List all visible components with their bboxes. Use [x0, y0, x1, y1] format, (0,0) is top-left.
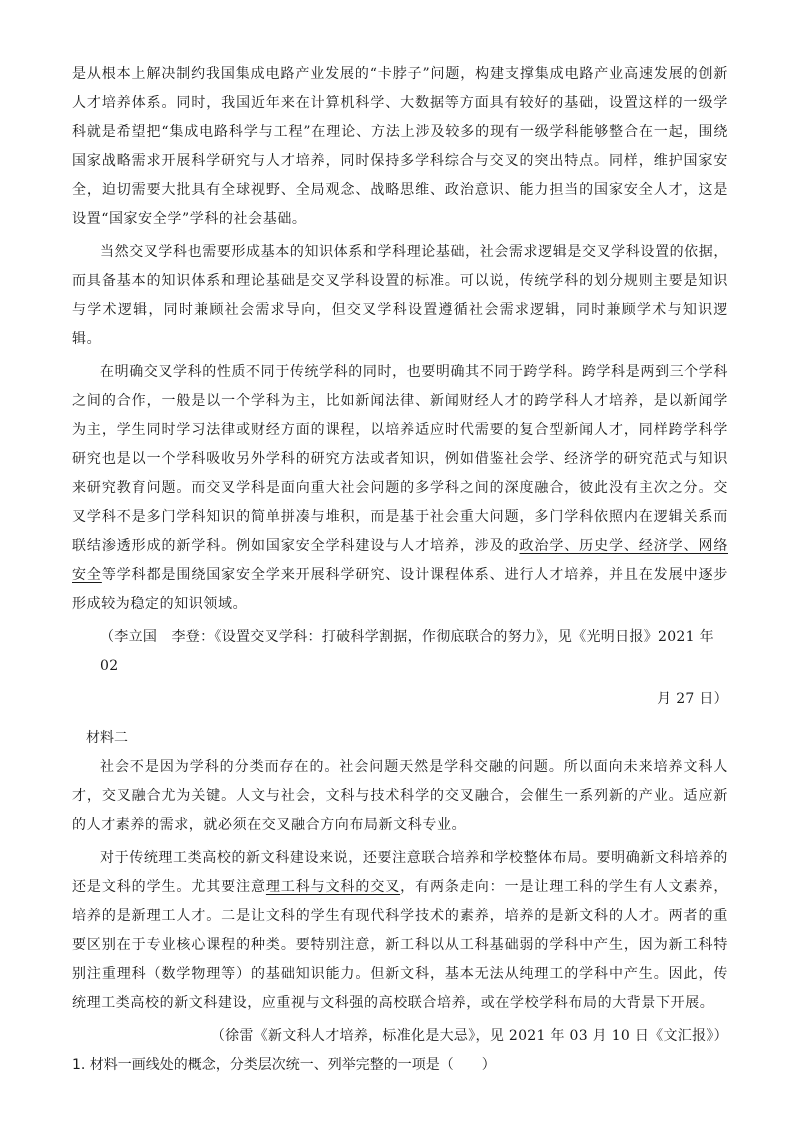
paragraph-text: 在明确交叉学科的性质不同于传统学科的同时，也要明确其不同于跨学科。跨学科是两到三个学科之间的合作，一般是以一个学科为主，比如新闻法律、新闻财经人才的跨学科人才培养，是以新闻学为主，学生同时学习法律或财经方面的课程，以培养适应时代需要的复合型新闻人才，同样跨学科学研究也是以一个学科吸收另外学科的研究方法或者知识，例如借鉴社会学、经济学的研究范式与知识来研究教育问题。而交叉学科是面向重大社会问题的多学科之间的深度融合，彼此没有主次之分。交叉学科不是多门学科知识的简单拼凑与堆积，而是基于社会重大问题，多门学科依照内在逻辑关系而联结渗透形成的新学科。例如国家安全学科建设与人才培养，涉及的 [72, 364, 728, 554]
paragraph-text: 等学科都是围绕国家安全学来开展科学研究、设计课程体系、进行人才培养，并且在发展中逐步形成较为稳定的知识领域。 [72, 567, 729, 612]
material-heading: 材料二 [86, 730, 128, 746]
question-1: 1. 材料一画线处的概念，分类层次统一、列举完整的一项是（ ） [72, 1057, 496, 1073]
citation-source-2: （徐雷《新文科人才培养，标准化是大忌》，见 2021 年 03 月 10 日《文汇报》） [210, 1028, 728, 1044]
paragraph-text: ，有两条走向：一是让理工科的学生有人文素养，培养的是新理工人才。二是让文科的学生有现代科学技术的素养，培养的是新文科的人才。两者的重要区别在于专业核心课程的种类。要特别注意，新工科以从工科基础弱的学科中产生，因为新工科特别注重理科（数学物理等）的基础知识能力。但新文科，基本无法从纯理工的学科中产生。因此，传统理工类高校的新文科建设，应重视与文科强的高校联合培养，或在学校学科布局的大背景下开展。 [72, 879, 728, 1011]
paragraph-joint-training [72, 844, 728, 1018]
paragraph-text: 对于传统理工类高校的新文科建设来说，还要注意联合培养和学校整体布局。要明确新文科培养的还是文科的学生。尤其要注意 [72, 850, 728, 895]
paragraph-cross-vs-interdisciplinary [72, 358, 728, 619]
paragraph-continuation: 是从根本上解决制约我国集成电路产业发展的“卡脖子”问题，构建支撑集成电路产业高速发展的创新人才培养体系。同时，我国近年来在计算机科学、大数据等方面具有较好的基础，设置这样的一级学科就是希望把“集成电路科学与工程”在理论、方法上涉及较多的现有一级学科能够整合在一起，围绕国家战略需求开展科学研究与人才培养，同时保持多学科综合与交叉的突出特点。同样，维护国家安全，迫切需要大批具有全球视野、全局观念、战略思维、政治意识、能力担当的国家安全人才，这是设置“国家安全学”学科的社会基础。 [72, 66, 728, 227]
paragraph-new-liberal-arts: 社会不是因为学科的分类而存在的。社会问题天然是学科交融的问题。所以面向未来培养文科人才，交叉融合尤为关键。人文与社会，文科与技术科学的交叉融合，会催生一系列新的产业。适应新的人才素养的需求，就必须在交叉融合方向布局新文科专业。 [72, 759, 728, 833]
citation-source-1-date: 月 27 日） [657, 691, 728, 707]
paragraph-interdisciplinary-standard: 当然交叉学科也需要形成基本的知识体系和学科理论基础，社会需求逻辑是交叉学科设置的依据，而具备基本的知识体系和理论基础是交叉学科设置的标准。可以说，传统学科的划分规则主要是知识与学术逻辑，同时兼顾社会需求导向，但交叉学科设置遵循社会需求逻辑，同时兼顾学术与知识逻辑。 [72, 244, 728, 347]
citation-source-1: （李立国 李登：《设置交叉学科：打破科学割据，作彻底联合的努力》，见《光明日报》2021 年 02 [100, 629, 714, 674]
underlined-phrase: 理工科与文科的交叉 [265, 879, 401, 895]
document-body [72, 60, 728, 1077]
underlined-concepts: 政治学、历史学、经济学、网络安全 [72, 538, 728, 583]
